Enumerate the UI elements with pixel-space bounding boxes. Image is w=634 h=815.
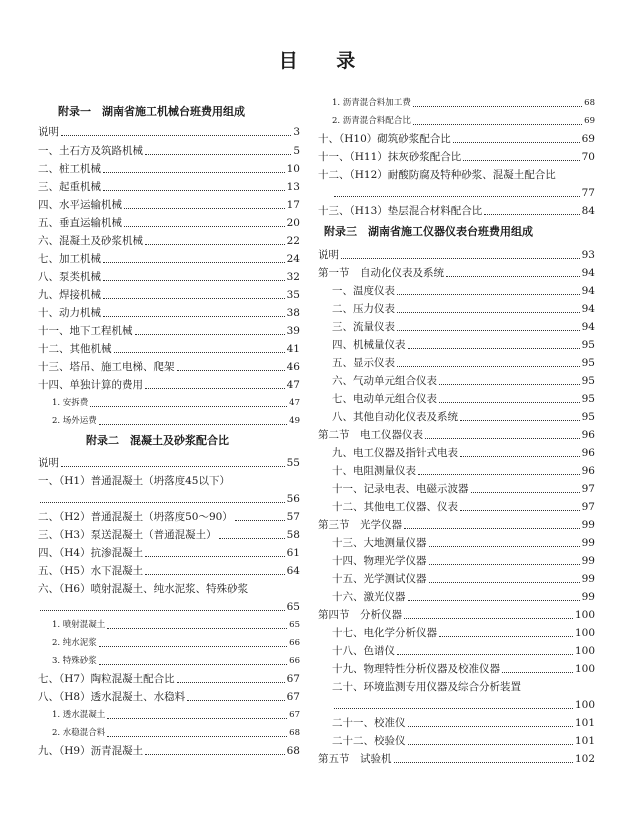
dot-leader: [187, 700, 285, 701]
toc-entry[interactable]: [318, 442, 595, 460]
toc-entry-title: 1. 沥青混合料加工费: [332, 98, 411, 108]
toc-entry-title: 九、（H9）沥青混凝土: [38, 745, 144, 757]
toc-entry-title: 第四节 分析仪器: [318, 609, 402, 621]
toc-entry-title: 十二、其他电工仪器、仪表: [332, 501, 458, 513]
toc-entry[interactable]: [318, 460, 595, 478]
toc-entry-page: 102: [574, 753, 595, 765]
toc-entry-page: 55: [286, 457, 300, 469]
toc-entry-page: 68: [584, 98, 595, 108]
toc-entry[interactable]: [38, 578, 300, 596]
toc-entry-title: 八、泵类机械: [38, 271, 101, 283]
dot-leader: [107, 628, 287, 629]
toc-entry-page: 95: [581, 393, 595, 405]
dot-leader: [103, 298, 285, 299]
toc-entry-title: 十三、大地测量仪器: [332, 537, 427, 549]
toc-entry[interactable]: [318, 128, 595, 146]
dot-leader: [177, 370, 285, 371]
toc-entry-title: 九、焊接机械: [38, 289, 101, 301]
toc-entry-title: 四、（H4）抗渗混凝土: [38, 547, 144, 559]
toc-entry-page: 68: [286, 745, 300, 757]
dot-leader: [429, 564, 580, 565]
toc-entry[interactable]: [318, 478, 595, 496]
toc-entry-title: 八、其他自动化仪表及系统: [332, 411, 458, 423]
toc-entry-title: 十四、单独计算的费用: [38, 379, 143, 391]
toc-entry-title: 第一节 自动化仪表及系统: [318, 267, 444, 279]
toc-entry-page: 66: [289, 638, 300, 648]
dot-leader: [439, 384, 580, 385]
toc-entry[interactable]: [38, 452, 300, 470]
toc-entry-page: 96: [581, 447, 595, 459]
toc-entry-page: 58: [286, 529, 300, 541]
toc-entry-title: 七、（H7）陶粒混凝土配合比: [38, 673, 175, 685]
dot-leader: [404, 528, 580, 529]
toc-entry-page: 57: [286, 511, 300, 523]
toc-entry[interactable]: [318, 586, 595, 604]
toc-entry-page: 95: [581, 357, 595, 369]
toc-entry[interactable]: [318, 496, 595, 514]
toc-entry-page: 38: [286, 307, 300, 319]
dot-leader: [453, 142, 580, 143]
toc-entry[interactable]: [318, 200, 595, 218]
toc-entry[interactable]: [318, 280, 595, 298]
toc-entry[interactable]: [38, 686, 300, 704]
toc-entry-page: 99: [581, 555, 595, 567]
dot-leader: [103, 316, 285, 317]
dot-leader: [90, 406, 287, 407]
toc-entry[interactable]: [38, 140, 300, 158]
toc-entry-page: 41: [286, 343, 300, 355]
toc-entry[interactable]: [38, 320, 300, 338]
toc-entry-title: 十三、（H13）垫层混合材料配合比: [318, 205, 483, 217]
toc-entry[interactable]: [318, 298, 595, 316]
toc-entry-title: 一、土石方及筑路机械: [38, 145, 143, 157]
toc-entry-title: 六、混凝土及砂浆机械: [38, 235, 143, 247]
toc-entry-page: 68: [289, 728, 300, 738]
toc-entry[interactable]: [38, 704, 300, 722]
toc-entry-page: 61: [286, 547, 300, 559]
toc-entry-title: 四、水平运输机械: [38, 199, 122, 211]
toc-entry-title: 一、（H1）普通混凝土（坍落度45以下）: [38, 475, 230, 487]
toc-entry-title: 六、气动单元组合仪表: [332, 375, 437, 387]
toc-entry-page: 101: [574, 717, 595, 729]
dot-leader: [103, 280, 285, 281]
toc-entry-page: 96: [581, 429, 595, 441]
toc-entry[interactable]: [318, 334, 595, 352]
dot-leader: [408, 726, 573, 727]
dot-leader: [103, 172, 285, 173]
toc-entry[interactable]: [318, 604, 595, 622]
dot-leader: [408, 744, 573, 745]
dot-leader: [61, 466, 285, 467]
appendix-heading: 附录三 湖南省施工仪器仪表台班费用组成: [324, 225, 533, 238]
dot-leader: [439, 636, 573, 637]
toc-entry-page: 100: [574, 645, 595, 657]
toc-entry[interactable]: [38, 356, 300, 374]
toc-entry[interactable]: [318, 146, 595, 164]
toc-entry-page: 67: [286, 691, 300, 703]
toc-entry[interactable]: [38, 560, 300, 578]
toc-entry-page: 3: [293, 126, 300, 138]
toc-entry-page: 32: [286, 271, 300, 283]
dot-leader: [397, 654, 573, 655]
toc-entry[interactable]: [38, 302, 300, 320]
dot-leader: [145, 244, 285, 245]
toc-entry-page: 97: [581, 483, 595, 495]
toc-entry-title: 四、机械量仪表: [332, 339, 406, 351]
toc-entry[interactable]: [38, 284, 300, 302]
dot-leader: [334, 708, 573, 709]
toc-entry[interactable]: [318, 182, 595, 200]
dot-leader: [439, 402, 580, 403]
toc-entry[interactable]: [38, 542, 300, 560]
dot-leader: [99, 424, 287, 425]
toc-entry-title: 八、（H8）透水混凝土、水稳料: [38, 691, 186, 703]
toc-entry-title: 二十二、校验仪: [332, 735, 406, 747]
toc-entry[interactable]: [318, 694, 595, 712]
dot-leader: [397, 330, 580, 331]
toc-entry-page: 95: [581, 339, 595, 351]
dot-leader: [99, 664, 287, 665]
toc-entry-page: 17: [286, 199, 300, 211]
toc-entry[interactable]: [38, 506, 300, 524]
page-title: 目 录: [278, 50, 372, 72]
dot-leader: [219, 538, 285, 539]
dot-leader: [397, 312, 580, 313]
dot-leader: [404, 618, 573, 619]
toc-entry-title: 3. 特殊砂浆: [52, 656, 97, 666]
toc-entry[interactable]: [38, 524, 300, 542]
dot-leader: [413, 124, 582, 125]
toc-entry-page: 99: [581, 537, 595, 549]
toc-entry-title: 五、显示仪表: [332, 357, 395, 369]
dot-leader: [99, 646, 287, 647]
toc-entry[interactable]: [318, 424, 595, 442]
dot-leader: [341, 258, 580, 259]
toc-entry[interactable]: [318, 244, 595, 262]
toc-entry-page: 5: [293, 145, 300, 157]
toc-entry-title: 七、电动单元组合仪表: [332, 393, 437, 405]
toc-entry-page: 77: [581, 187, 595, 199]
dot-leader: [124, 208, 285, 209]
dot-leader: [463, 160, 579, 161]
toc-entry-title: 六、（H6）喷射混凝土、纯水泥浆、特殊砂浆: [38, 583, 249, 595]
toc-entry[interactable]: [318, 92, 595, 110]
toc-entry[interactable]: [38, 392, 300, 410]
toc-entry[interactable]: [38, 338, 300, 356]
toc-entry-title: 十五、光学测试仪器: [332, 573, 427, 585]
dot-leader: [103, 190, 285, 191]
toc-entry[interactable]: [318, 406, 595, 424]
toc-entry-page: 65: [289, 620, 300, 630]
dot-leader: [471, 492, 580, 493]
toc-entry-page: 47: [289, 398, 300, 408]
toc-entry-page: 70: [581, 151, 595, 163]
dot-leader: [460, 456, 580, 457]
appendix-heading: 附录一 湖南省施工机械台班费用组成: [58, 105, 245, 118]
toc-entry-page: 100: [574, 663, 595, 675]
toc-entry[interactable]: [38, 212, 300, 230]
toc-entry[interactable]: [318, 370, 595, 388]
toc-entry-page: 69: [584, 116, 595, 126]
toc-entry-page: 13: [286, 181, 300, 193]
toc-entry-title: 十八、色谱仪: [332, 645, 395, 657]
toc-entry-page: 35: [286, 289, 300, 301]
toc-entry-title: 十二、其他机械: [38, 343, 112, 355]
toc-entry-title: 说明: [318, 249, 339, 261]
toc-entry-page: 67: [286, 673, 300, 685]
toc-entry[interactable]: [38, 488, 300, 506]
toc-entry-title: 说明: [38, 457, 59, 469]
dot-leader: [135, 334, 285, 335]
toc-entry-title: 九、电工仪器及指针式电表: [332, 447, 458, 459]
toc-entry[interactable]: [38, 248, 300, 266]
toc-entry-title: 二、桩工机械: [38, 163, 101, 175]
toc-entry-page: 20: [286, 217, 300, 229]
toc-entry[interactable]: [38, 158, 300, 176]
toc-entry-title: 十一、记录电表、电磁示波器: [332, 483, 469, 495]
toc-entry[interactable]: [318, 262, 595, 280]
toc-entry-page: 93: [581, 249, 595, 261]
toc-entry-page: 100: [574, 699, 595, 711]
dot-leader: [145, 754, 285, 755]
dot-leader: [413, 106, 582, 107]
toc-entry-title: 十一、（H11）抹灰砂浆配合比: [318, 151, 462, 163]
toc-entry[interactable]: [318, 388, 595, 406]
toc-entry-page: 46: [286, 361, 300, 373]
toc-entry-page: 10: [286, 163, 300, 175]
toc-entry-title: 十、电阻测量仪表: [332, 465, 416, 477]
toc-entry[interactable]: [38, 176, 300, 194]
dot-leader: [425, 438, 580, 439]
toc-entry-title: 五、（H5）水下混凝土: [38, 565, 144, 577]
toc-entry-title: 1. 安拆费: [52, 398, 89, 408]
dot-leader: [61, 135, 291, 136]
dot-leader: [145, 574, 285, 575]
toc-entry-title: 七、加工机械: [38, 253, 101, 265]
toc-entry[interactable]: [318, 514, 595, 532]
dot-leader: [107, 718, 287, 719]
toc-entry[interactable]: [38, 632, 300, 650]
toc-entry-page: 101: [574, 735, 595, 747]
dot-leader: [107, 736, 287, 737]
toc-entry-title: 十九、物理特性分析仪器及校准仪器: [332, 663, 500, 675]
toc-entry-page: 24: [286, 253, 300, 265]
dot-leader: [40, 610, 285, 611]
toc-entry[interactable]: [38, 230, 300, 248]
toc-entry[interactable]: [38, 266, 300, 284]
dot-leader: [40, 502, 285, 503]
dot-leader: [460, 420, 580, 421]
appendix-heading: 附录二 混凝土及砂浆配合比: [86, 434, 229, 447]
toc-entry-page: 97: [581, 501, 595, 513]
toc-entry-page: 67: [289, 710, 300, 720]
toc-entry[interactable]: [38, 410, 300, 428]
toc-entry-title: 二、压力仪表: [332, 303, 395, 315]
dot-leader: [397, 294, 580, 295]
toc-entry-page: 94: [581, 321, 595, 333]
toc-entry-title: 第三节 光学仪器: [318, 519, 402, 531]
toc-entry-page: 94: [581, 267, 595, 279]
toc-entry-page: 49: [289, 416, 300, 426]
toc-entry-title: 十、动力机械: [38, 307, 101, 319]
toc-entry-title: 2. 水稳混合料: [52, 728, 106, 738]
toc-entry-title: 二十、环境监测专用仪器及综合分析装置: [332, 681, 521, 693]
dot-leader: [103, 262, 285, 263]
toc-entry[interactable]: [38, 194, 300, 212]
toc-entry-title: 一、温度仪表: [332, 285, 395, 297]
toc-entry-page: 100: [574, 627, 595, 639]
toc-entry[interactable]: [318, 110, 595, 128]
toc-entry[interactable]: [318, 550, 595, 568]
toc-entry[interactable]: [38, 650, 300, 668]
toc-entry-page: 22: [286, 235, 300, 247]
toc-entry[interactable]: [38, 668, 300, 686]
toc-entry-title: 2. 沥青混合料配合比: [332, 116, 411, 126]
toc-entry-title: 十一、地下工程机械: [38, 325, 133, 337]
toc-entry-title: 十二、（H12）耐酸防腐及特种砂浆、混凝土配合比: [318, 169, 556, 181]
dot-leader: [397, 366, 580, 367]
toc-entry-page: 94: [581, 303, 595, 315]
toc-entry-title: 十四、物理光学仪器: [332, 555, 427, 567]
toc-entry-title: 五、垂直运输机械: [38, 217, 122, 229]
dot-leader: [334, 196, 580, 197]
toc-entry[interactable]: [318, 676, 595, 694]
toc-entry[interactable]: [318, 748, 595, 766]
toc-entry-page: 94: [581, 285, 595, 297]
toc-entry-page: 39: [286, 325, 300, 337]
toc-entry-title: 二、（H2）普通混凝土（坍落度50～90）: [38, 511, 233, 523]
dot-leader: [408, 348, 580, 349]
dot-leader: [145, 154, 291, 155]
dot-leader: [177, 682, 285, 683]
dot-leader: [145, 388, 285, 389]
toc-entry-title: 三、流量仪表: [332, 321, 395, 333]
toc-entry-title: 第二节 电工仪器仪表: [318, 429, 423, 441]
toc-entry-title: 2. 场外运费: [52, 416, 97, 426]
toc-entry-page: 99: [581, 519, 595, 531]
toc-entry-title: 三、（H3）泵送混凝土（普通混凝土）: [38, 529, 217, 541]
toc-entry-title: 2. 纯水泥浆: [52, 638, 97, 648]
toc-entry-page: 100: [574, 609, 595, 621]
dot-leader: [418, 474, 580, 475]
toc-entry[interactable]: [38, 614, 300, 632]
toc-entry[interactable]: [318, 622, 595, 640]
toc-entry[interactable]: [38, 596, 300, 614]
toc-entry-title: 1. 喷射混凝土: [52, 620, 106, 630]
dot-leader: [429, 582, 580, 583]
toc-entry-page: 66: [289, 656, 300, 666]
toc-entry-page: 96: [581, 465, 595, 477]
toc-entry[interactable]: [38, 374, 300, 392]
toc-entry-page: 84: [581, 205, 595, 217]
dot-leader: [394, 762, 573, 763]
toc-entry[interactable]: [318, 164, 595, 182]
toc-entry[interactable]: [38, 121, 300, 139]
toc-entry[interactable]: [318, 532, 595, 550]
toc-entry-title: 二十一、校准仪: [332, 717, 406, 729]
toc-entry[interactable]: [318, 730, 595, 748]
toc-entry[interactable]: [318, 316, 595, 334]
toc-entry-title: 说明: [38, 126, 59, 138]
dot-leader: [145, 556, 285, 557]
toc-entry-page: 65: [286, 601, 300, 613]
toc-entry[interactable]: [38, 740, 300, 758]
toc-entry-page: 69: [581, 133, 595, 145]
toc-entry-title: 三、起重机械: [38, 181, 101, 193]
toc-entry[interactable]: [318, 568, 595, 586]
toc-entry[interactable]: [318, 640, 595, 658]
dot-leader: [124, 226, 285, 227]
toc-entry-page: 47: [286, 379, 300, 391]
toc-entry-title: 1. 透水混凝土: [52, 710, 106, 720]
dot-leader: [446, 276, 580, 277]
dot-leader: [460, 510, 580, 511]
toc-entry-title: 十七、电化学分析仪器: [332, 627, 437, 639]
toc-entry-page: 99: [581, 591, 595, 603]
toc-entry-page: 95: [581, 375, 595, 387]
toc-entry-title: 第五节 试验机: [318, 753, 392, 765]
toc-entry-title: 十六、激光仪器: [332, 591, 406, 603]
toc-entry[interactable]: [318, 658, 595, 676]
dot-leader: [235, 520, 285, 521]
dot-leader: [502, 672, 573, 673]
toc-entry-page: 56: [286, 493, 300, 505]
toc-entry[interactable]: [318, 712, 595, 730]
toc-entry[interactable]: [318, 352, 595, 370]
toc-entry-page: 95: [581, 411, 595, 423]
toc-entry-page: 99: [581, 573, 595, 585]
dot-leader: [408, 600, 580, 601]
toc-entry-title: 十、（H10）砌筑砂浆配合比: [318, 133, 451, 145]
dot-leader: [114, 352, 285, 353]
dot-leader: [484, 214, 579, 215]
toc-entry-page: 64: [286, 565, 300, 577]
toc-entry[interactable]: [38, 722, 300, 740]
dot-leader: [429, 546, 580, 547]
toc-entry[interactable]: [38, 470, 300, 488]
toc-entry-title: 十三、塔吊、施工电梯、爬架: [38, 361, 175, 373]
